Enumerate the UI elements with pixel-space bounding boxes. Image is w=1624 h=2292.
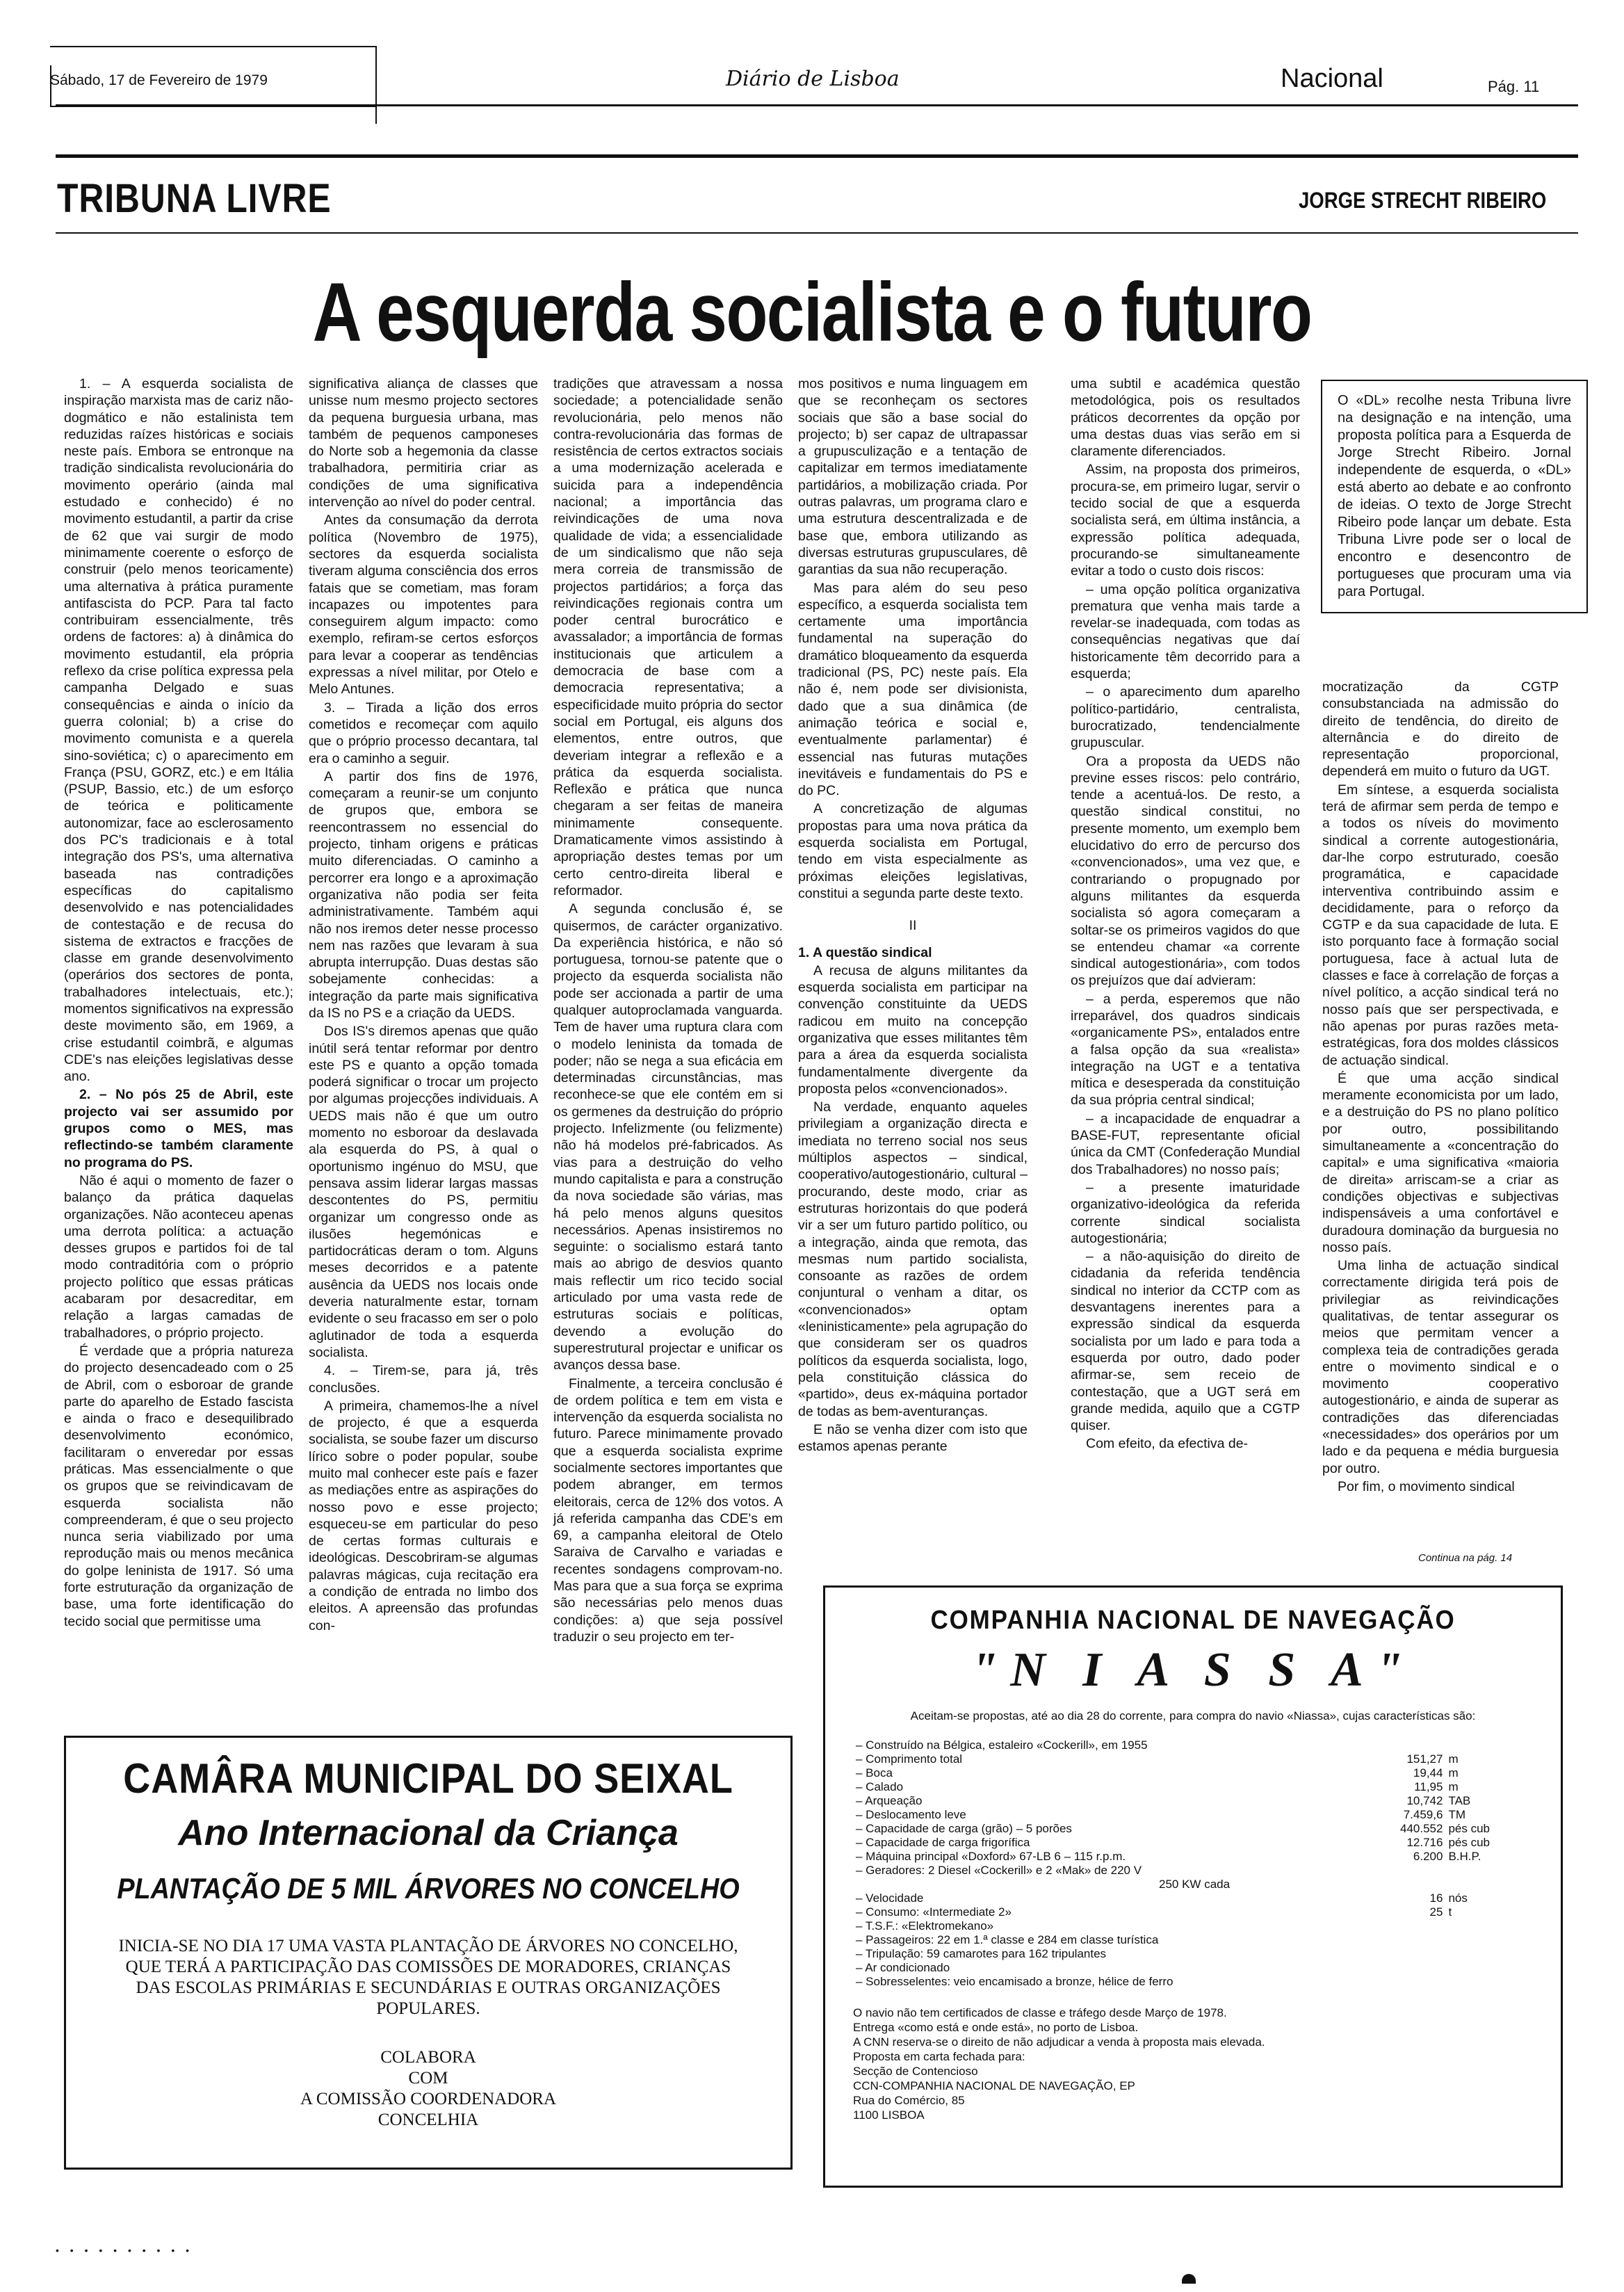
seixal-subtitle: Ano Internacional da Criança <box>178 1813 679 1853</box>
seixal-sign-3: A COMISSÃO COORDENADORA <box>300 2090 557 2108</box>
niassa-specs-table <box>853 1738 1493 1989</box>
paragraph: 1. – A esquerda socialista de inspiração marxista mas de cariz não-dogmático e não estalinista tem reduzidas raízes históricas e sociais neste país. Embora se entronque na tradição sindicalista revolucionária do movimento operário (ainda mal estudado e conhecido) é no movimento estudantil, a partir da crise de 62 que vai surgir de modo minimamente coerente o esforço de construir (pelo menos teoricamente) uma alternativa à prática puramente antifascista do PCP. Para tal facto contribuiram essencialmente, três ordens de factores: a) à dinâmica do movimento estudantil, ela própria reflexo da crise política expressa pela campanha Delgado e suas consequências e ainda o início da guerra colonial; b) a crise do movimento comunista e a querela sino-soviética; c) o aparecimento em França (PSU, GORZ, etc.) e em Itália (PSUP, Bassio, etc.) de um esforço de teórica e politicamente autonomizar, face ao esclerosamento dos PC's tradicionais e à total integração dos PS's, uma alternativa baseada nas contradições específicas do capitalismo desenvolvido e nas potencialidades de contestação e de recusa do sistema de extractos e fracções de classe em grande desenvolvimento (operários dos sectores de ponta, trabalhadores intelectuais, etc.); momentos significativos na expressão deste movimento são, em 1969, a crise estudantil coimbrã, e algumas CDE's nas eleições legislativas desse ano. <box>64 376 293 1085</box>
spec-unit: B.H.P. <box>1448 1850 1481 1863</box>
spec-row <box>853 1794 1493 1808</box>
paragraph: Uma linha de actuação sindical correctamente dirigida terá pois de privilegiar as reivindicações qualitativas, de tentar assegurar os meios que permitam vencer a complexa teia de contradições gerada entre o movimento sindical e o movimento cooperativo autogestionário, e ainda de superar as contradições das diferenciadas «necessidades» dos operários por um lado e da pequena e média burguesia por outro. <box>1322 1258 1559 1476</box>
seixal-sign-2: COM <box>408 2069 448 2088</box>
paragraph: Na verdade, enquanto aqueles privilegiam a organização directa e imediata no terreno social nos seus múltiplos aspectos – sindical, cooperativo/autogestionário, cultural – procurando, deste modo, criar as estruturas horizontais do que poderá vir a ser um futuro partido político, ou a integração, ainda que remota, das mesmas num partido socialista, consoante as razões de ordem conjuntural o venham a ditar, os «convencionados» optam «leninisticamente» pela agrupação do que consideram ser os quadros políticos da esquerda socialista, logo, pela constituição clássica do «partido», deus ex-máquina portador de todas as bem-aventuranças. <box>798 1099 1028 1419</box>
spec-unit <box>1445 1933 1493 1947</box>
spec-row <box>853 1891 1493 1905</box>
paragraph: Não é aqui o momento de fazer o balanço da prática daquelas organizações. Não aconteceu apenas uma derrota política: a actuação desses grupos e partidos foi de tal modo contraditória com o próprio projecto político que essas práticas acabaram por desacreditar, em relação a largas camadas de trabalhadores, o próprio projecto. <box>64 1172 293 1341</box>
niassa-ship-name: "N I A S S A" <box>971 1643 1415 1697</box>
spec-label: – Máquina principal «Doxford» 67-LB 6 – 115 r.p.m. <box>856 1850 1126 1863</box>
spec-label: – T.S.F.: «Elektromekano» <box>856 1919 994 1932</box>
niassa-footer-line: Secção de Contencioso <box>853 2065 978 2078</box>
spec-value <box>1381 1975 1446 1989</box>
spec-row <box>853 1933 1493 1947</box>
bottom-marker <box>1182 2274 1196 2284</box>
spec-label: – Boca <box>856 1766 893 1779</box>
paragraph: uma subtil e académica questão metodológica, pois os resultados práticos decorrentes da opção por uma destas duas vias serão em si claramente diferenciados. <box>1071 376 1300 460</box>
spec-unit: TAB <box>1448 1794 1471 1807</box>
spec-value <box>1381 1947 1446 1961</box>
rubric-title: TRIBUNA LIVRE <box>57 176 332 221</box>
spec-value: 6.200 <box>1413 1850 1443 1863</box>
seixal-advertisement <box>64 1736 793 2170</box>
seixal-sign-4: CONCELHIA <box>377 2111 479 2129</box>
spec-unit: m <box>1448 1780 1459 1793</box>
spec-label: – Consumo: «Intermediate 2» <box>856 1905 1012 1919</box>
header-box-right <box>375 46 377 124</box>
spec-unit: pés cub <box>1448 1836 1490 1849</box>
paragraph: 2. – No pós 25 de Abril, este projecto vai ser assumido por grupos como o MES, mas reflectindo-se também claramente no programa do PS. <box>64 1087 293 1170</box>
paragraph: 3. – Tirada a lição dos erros cometidos e recomeçar com aquilo que o próprio processo decantara, tal era o caminho a seguir. <box>309 700 538 766</box>
spec-row <box>853 1947 1493 1961</box>
spec-value <box>1381 1738 1446 1752</box>
article-column-2 <box>309 376 538 1636</box>
spec-value: 10,742 <box>1406 1794 1443 1807</box>
paragraph: A concretização de algumas propostas para uma nova prática da esquerda socialista em Portugal, tendo em vista especialmente as próximas eleições legislativas, constitui a segunda parte deste texto. <box>798 801 1028 901</box>
spec-unit: m <box>1448 1752 1459 1766</box>
seixal-sign-1: COLABORA <box>380 2048 476 2067</box>
spec-value: 19,44 <box>1413 1766 1443 1779</box>
spec-unit: t <box>1448 1905 1452 1919</box>
niassa-footer-line: Proposta em carta fechada para: <box>853 2050 1025 2063</box>
spec-value <box>1381 1961 1446 1975</box>
issue-date: Sábado, 17 de Fevereiro de 1979 <box>50 72 268 88</box>
paragraph: É que uma acção sindical meramente economicista por um lado, e a destruição do PS no plano político por outro, possibilitando simultaneamente a «concentração do capital» e uma significativa «maioria de direita» arriscam-se a criar as condições objectivas e subjectivas indispensáveis a uma confortável e duradoura dominação da burguesia no nosso país. <box>1322 1070 1559 1255</box>
spec-unit: TM <box>1448 1808 1465 1821</box>
paragraph: – a incapacidade de enquadrar a BASE-FUT, representante oficial única da CMT (Confederação Mundial dos Trabalhadores) no nosso país; <box>1071 1111 1300 1177</box>
spec-label: – Arqueação <box>856 1794 923 1807</box>
paragraph: mocratização da CGTP consubstanciada na admissão do direito de tendência, do direito de alternância e do direito de representação proporcional, dependerá em muito o futuro da UGT. <box>1322 679 1559 780</box>
page-number: Pág. 11 <box>1488 78 1540 95</box>
niassa-company: COMPANHIA NACIONAL DE NAVEGAÇÃO <box>930 1606 1456 1635</box>
paragraph: Mas para além do seu peso específico, a esquerda socialista tem certamente uma importância fundamental na superação do dramático bloqueamento da esquerda tradicional (PS, PC) neste país. Ela não é, nem pode ser divisionista, dado que a sua dinâmica (de animação teórica e social e, eventualmente parlamentar) é essencial nas futuras mutações inevitáveis e fundamentais do PS e do PC. <box>798 580 1028 799</box>
section-name: Nacional <box>1281 64 1383 93</box>
spec-unit <box>1445 1961 1493 1975</box>
spec-value <box>1381 1864 1446 1878</box>
article-headline: A esquerda socialista e o futuro <box>312 266 1312 359</box>
spec-unit <box>1445 1738 1493 1752</box>
spec-label: – Capacidade de carga frigorífica <box>856 1836 1030 1849</box>
niassa-footer-line: Entrega «como está e onde está», no porto de Lisboa. <box>853 2021 1139 2034</box>
spec-row <box>853 1780 1493 1794</box>
continued-note: Continua na pág. 14 <box>1418 1552 1513 1564</box>
paragraph: A partir dos fins de 1976, começaram a reunir-se um conjunto de grupos que, embora se reencontrassem no essencial do projecto, tinham origens e práticas muito diferenciadas. O caminho a percorrer era longo e a aproximação organizativa não podia ser feita administrativamente. Também aqui não nos iremos deter nesse processo nem nas razões que levaram à sua abrupta interrupção. Duas destas são sobejamente conhecidas: a integração da parte mais significativa da IS no PS e a criação da UEDS. <box>309 768 538 1021</box>
spec-value: 151,27 <box>1406 1752 1443 1766</box>
newspaper-name: Diário de Lisboa <box>726 67 900 91</box>
spec-value: 7.459,6 <box>1403 1808 1443 1821</box>
paragraph: Dos IS's diremos apenas que quão inútil será tentar reformar por dentro este PS e quanto a opção tomada poderá significar o trocar um projecto por algumas projecções individuais. A UEDS mais não é que um outro momento no esboroar da deslavada ala esquerda do PS, à qual o oportunismo ingénuo do MSU, que pensava assim liderar largas massas descontentes do PS, permitiu organizar um congresso onde as ilusões hegemónicas e partidocráticas deram o tom. Alguns meses decorridos e a patente ausência da UEDS nos locais onde deveria naturalmente estar, tornam evidente o seu fracasso em ser o polo aglutinador de toda a esquerda socialista. <box>309 1024 538 1360</box>
spec-row <box>853 1808 1493 1822</box>
spec-label: – Ar condicionado <box>856 1961 950 1974</box>
paragraph: A segunda conclusão é, se quisermos, de carácter organizativo. Da experiência histórica, e não só portuguesa, tornou-se patente que o projecto da esquerda socialista não pode ser accionada a partir de uma qualquer autoproclamada vanguarda. Tem de haver uma ruptura clara com o modelo leninista da tomada de poder; não se nega a sua eficácia em determinadas circunstâncias, mas reconhece-se que ele contém em si os germenes da destruição do próprio projecto. Infelizmente (ou felizmente) não há modelos pré-fabricados. As vias para a destruição do velho mundo capitalista e para a construção da nova sociedade são várias, mas há pelo menos alguns quesitos necessários. Apenas insistiremos no seguinte: o socialismo estará tanto mais ao abrigo de desvios quanto mais reflectir um rico tecido social articulado por uma vasta rede de estruturas sociais e políticas, devendo a evolução do superestrutural projectar e unificar os avanços dessa base. <box>553 901 783 1373</box>
spec-label: – Geradores: 2 Diesel «Cockerill» e 2 «Mak» de 220 V <box>856 1864 1142 1877</box>
spec-row <box>853 1850 1493 1864</box>
spec-row <box>853 1961 1493 1975</box>
spec-unit <box>1445 1947 1493 1961</box>
spec-value <box>1381 1919 1446 1933</box>
spec-label: – Sobresselentes: veio encamisado a bronze, hélice de ferro <box>856 1975 1174 1988</box>
paragraph: Finalmente, a terceira conclusão é de ordem política e tem em vista e intervenção da esquerda socialista no futuro. Parece minimamente provado que a esquerda socialista exprime socialmente sectores importantes que podem abranger, em termos eleitorais, cerca de 12% dos votos. A já referida campanha das CDE's em 69, a campanha eleitoral de Otelo Saraiva de Carvalho e variadas e recentes sondagens comprovam-no. Mas para que a sua força se exprima são necessárias pelo menos duas condições: a) que seja possível traduzir o seu projecto em ter- <box>553 1375 783 1645</box>
section-numeral: II <box>909 918 917 934</box>
paragraph: – a não-aquisição do direito de cidadania da referida tendência sindical no interior da CCTP com as desvantagens inerentes para a expressão sindical da esquerda socialista por um lado e para toda a esquerda por outro, dado poder afirmar-se, sem receio de contestação, que a UGT será em grande medida, aquilo que a CGTP quiser. <box>1071 1249 1300 1434</box>
paragraph: significativa aliança de classes que unisse num mesmo projecto sectores da pequena burguesia urbana, mas também de pequenos camponeses do Norte sob a hegemonia da classe trabalhadora, permitiria criar as condições de uma significativa intervenção ao nível do poder central. <box>309 376 538 510</box>
paragraph: A recusa de alguns militantes da esquerda socialista em participar na convenção constituinte da UEDS radicou em muito na concepção organizativa que esses militantes têm para a área da esquerda socialista fundamentalmente divergente da proposta pelos «convencionados». <box>798 962 1028 1097</box>
rubric-rule-bottom <box>56 232 1578 234</box>
niassa-footer-line: CCN-COMPANHIA NACIONAL DE NAVEGAÇÃO, EP <box>853 2079 1135 2092</box>
section-subhead: 1. A questão sindical <box>798 944 932 960</box>
spec-label: 250 KW cada <box>1159 1878 1231 1891</box>
editor-note-box <box>1321 380 1588 613</box>
spec-value: 440.552 <box>1400 1822 1443 1835</box>
paragraph: – a perda, esperemos que não irreparável, dos quadros sindicais «organicamente PS», entalados entre a falsa opção da sua «realista» integração na UGT e a tentativa mítica e desesperada da constituição da sua própria central sindical; <box>1071 991 1300 1108</box>
article-author: JORGE STRECHT RIBEIRO <box>1298 188 1546 213</box>
spec-row <box>853 1864 1493 1878</box>
seixal-headline: PLANTAÇÃO DE 5 MIL ÁRVORES NO CONCELHO <box>117 1872 740 1905</box>
paragraph: Assim, na proposta dos primeiros, procura-se, em primeiro lugar, servir o tecido social de que a esquerda socialista será, em última instância, a expressão política adequada, procurando-se simultaneamente evitar a todo o custo dois riscos: <box>1071 462 1300 579</box>
seixal-body: INICIA-SE NO DIA 17 UMA VASTA PLANTAÇÃO DE ÁRVORES NO CONCELHO, QUE TERÁ A PARTICIPAÇÃO DAS COMISSÕES DE MORADORES, CRIANÇAS DAS ESCOLAS PRIMÁRIAS E SECUNDÁRIAS E OUTRAS ORGANIZAÇÕES POPULARES. <box>118 1937 738 2018</box>
spec-row <box>853 1919 1493 1933</box>
spec-row <box>853 1766 1493 1780</box>
spec-row <box>853 1836 1493 1850</box>
spec-unit <box>1445 1864 1493 1878</box>
spec-unit: nós <box>1448 1891 1468 1905</box>
paragraph: Por fim, o movimento sindical <box>1338 1478 1515 1494</box>
niassa-footer-line: A CNN reserva-se o direito de não adjudicar a venda à proposta mais elevada. <box>853 2035 1265 2049</box>
paragraph: Com efeito, da efectiva de- <box>1086 1436 1249 1452</box>
paragraph: – a presente imaturidade organizativo-ideológica da referida corrente sindical socialista autogestionária; <box>1071 1179 1300 1246</box>
header-rule <box>56 104 1578 106</box>
spec-row <box>853 1822 1493 1836</box>
paragraph: A primeira, chamemos-lhe a nível de projecto, é que a esquerda socialista, se soube fazer um discurso lírico sobre o poder popular, soube muito mal conhecer este país e fazer as mediações entre as aspirações do nosso povo e esse projecto; esqueceu-se em particular do peso de certas formas culturais e ideológicas. Descobriram-se algumas palavras mágicas, cuja recitação era a condição de entrada no limbo dos eleitos. A apreensão das profundas con- <box>309 1398 538 1633</box>
spec-unit <box>1445 1975 1493 1989</box>
bottom-ornament: • • • • • • • • • • <box>56 2245 194 2256</box>
niassa-intro: Aceitam-se propostas, até ao dia 28 do corrente, para compra do navio «Niassa», cujas características são: <box>910 1709 1476 1722</box>
spec-row <box>853 1975 1493 1989</box>
article-column-3 <box>553 376 783 1647</box>
niassa-footer <box>853 2006 1561 2122</box>
paragraph: E não se venha dizer com isto que estamos apenas perante <box>798 1421 1028 1455</box>
spec-value: 12.716 <box>1406 1836 1443 1849</box>
spec-label: – Construído na Bélgica, estaleiro «Cockerill», em 1955 <box>856 1738 1148 1752</box>
spec-unit: pés cub <box>1448 1822 1490 1835</box>
spec-row <box>853 1905 1493 1919</box>
spec-label: – Velocidade <box>856 1891 924 1905</box>
paragraph: É verdade que a própria natureza do projecto desencadeado com o 25 de Abril, com o esboroar de grande parte do aparelho de Estado fascista e ainda o fraco e desequilibrado desenvolvimento económico, facilitaram o enveredar por essas práticas. Mas essencialmente o que os grupos que se reivindicavam de esquerda socialista não compreenderam, é que o seu projecto nunca seria viabilizado por uma reprodução mais ou menos mecânica do golpe leninista de 1917. Só uma forte estruturação da organização de base, uma forte identificação do tecido social que permitisse uma <box>64 1343 293 1629</box>
spec-label: – Tripulação: 59 camarotes para 162 tripulantes <box>856 1947 1107 1960</box>
niassa-footer-line: 1100 LISBOA <box>853 2108 925 2122</box>
rubric-rule-top <box>56 154 1578 158</box>
spec-value: 11,95 <box>1414 1780 1443 1793</box>
spec-row <box>853 1752 1493 1766</box>
spec-row <box>853 1738 1493 1752</box>
spec-label: – Passageiros: 22 em 1.ª classe e 284 em classe turística <box>856 1933 1159 1946</box>
spec-label: – Capacidade de carga (grão) – 5 porões <box>856 1822 1072 1835</box>
spec-value <box>1381 1878 1446 1891</box>
niassa-advertisement <box>823 1585 1563 2188</box>
spec-label: – Comprimento total <box>856 1752 963 1766</box>
article-column-6 <box>1322 679 1559 1496</box>
spec-unit <box>1445 1878 1493 1891</box>
paragraph: – o aparecimento dum aparelho político-partidário, centralista, burocratizado, tendencialmente grupuscular. <box>1071 684 1300 751</box>
spec-row <box>853 1878 1493 1891</box>
paragraph: 4. – Tirem-se, para já, três conclusões. <box>309 1363 538 1396</box>
paragraph: Antes da consumação da derrota política (Novembro de 1975), sectores da esquerda socialista tiveram alguma consciência dos erros fatais que se cometiam, mas foram incapazes ou impotentes para conseguirem algum impacto: como exemplo, refiram-se certos esforços para levar a cooperar as tendências expressas a nível militar, por Otelo e Melo Antunes. <box>309 513 538 697</box>
spec-label: – Calado <box>856 1780 904 1793</box>
spec-value: 25 <box>1429 1905 1443 1919</box>
spec-unit <box>1445 1919 1493 1933</box>
spec-unit: m <box>1448 1766 1459 1779</box>
spec-value: 16 <box>1429 1891 1443 1905</box>
article-column-4 <box>798 376 1028 1456</box>
spec-value <box>1381 1933 1446 1947</box>
paragraph: – uma opção política organizativa prematura que venha mais tarde a revelar-se inadequada, com todas as consequências negativas que daí historicamente têm decorrido para a esquerda; <box>1071 581 1300 682</box>
paragraph: Ora a proposta da UEDS não previne esses riscos: pelo contrário, tende a acentuá-los. De resto, a questão sindical constitui, no presente momento, um exemplo bem elucidativo do erro de percurso dos «convencionados», uma vez que, e contrariando o propugnado por alguns militantes da esquerda socialista só agora começaram a soltar-se os primeiros vagidos do que se entendeu chamar «a corrente sindical autogestionária», com todos os prejuízos que daí advieram: <box>1071 753 1300 989</box>
seixal-title: CAMÂRA MUNICIPAL DO SEIXAL <box>123 1755 733 1802</box>
niassa-footer-line: O navio não tem certificados de classe e tráfego desde Março de 1978. <box>853 2006 1227 2019</box>
article-column-5 <box>1071 376 1300 1454</box>
paragraph: mos positivos e numa linguagem em que se reconheçam os sectores sociais que são a base social do projecto; b) ser capaz de ultrapassar a grupusculização e a tentação de capitalizar em termos imediatamente partidários, a mobilização criada. Por outras palavras, um programa claro e uma estrutura descentralizada e de base que, embora utilizando as diversas estruturas grupusculares, dê garantias da sua não recuperação. <box>798 376 1028 578</box>
paragraph: Em síntese, a esquerda socialista terá de afirmar sem perda de tempo e a todos os níveis do movimento sindical a corrente autogestionária, dar-lhe corpo estruturado, coesão programática, e capacidade interventiva contribuindo assim e decididamente, para o reforço da CGTP e da sua capacidade de luta. E isto porquanto face à formação social portuguesa, face à actual luta de classes e face à correlação de forças a nível político, a acção sindical terá no nosso país que ser perspectivada, e não apenas por puras razões meta-estratégicas, fora dos moldes clássicos de actuação sindical. <box>1322 782 1559 1068</box>
niassa-footer-line: Rua do Comércio, 85 <box>853 2094 965 2107</box>
header-box-top <box>50 46 377 47</box>
article-column-1 <box>64 376 293 1631</box>
paragraph: tradições que atravessam a nossa sociedade; a potencialidade senão revolucionária, pelo menos não contra-revolucionária das formas de resistência de certos extractos sociais a uma modernização acelerada e suicida para a independência nacional; a importância das reivindicações de uma nova qualidade de vida; a essencialidade de um sindicalismo que não seja mera correia de transmissão de projectos partidários; a força das reivindicações regionais contra um poder central burocrático e avassalador; a importância de formas institucionais que articulem a democracia de base com a democracia representativa; a especificidade muito própria do sector social em Portugal, eis alguns dos elementos, entre outros, que deveriam integrar a reflexão e a prática da esquerda socialista. Reflexão e prática que nunca chegaram a ser feitas de maneira minimamente consequente. Dramaticamente vimos assistindo à apropriação destes temas por um certo centro-direita liberal e reformador. <box>553 376 783 898</box>
editor-note-text: O «DL» recolhe nesta Tribuna livre na designação e na intenção, uma proposta política para a Esquerda de Jorge Strecht Ribeiro. Jornal independente de esquerda, o «DL» está aberto ao debate e ao confronto de ideias. O texto de Jorge Strecht Ribeiro pode lançar um debate. Esta Tribuna Livre pode ser o local de encontro e desencontro de portugueses que procuram uma via para Portugal. <box>1338 393 1571 599</box>
spec-label: – Deslocamento leve <box>856 1808 966 1821</box>
